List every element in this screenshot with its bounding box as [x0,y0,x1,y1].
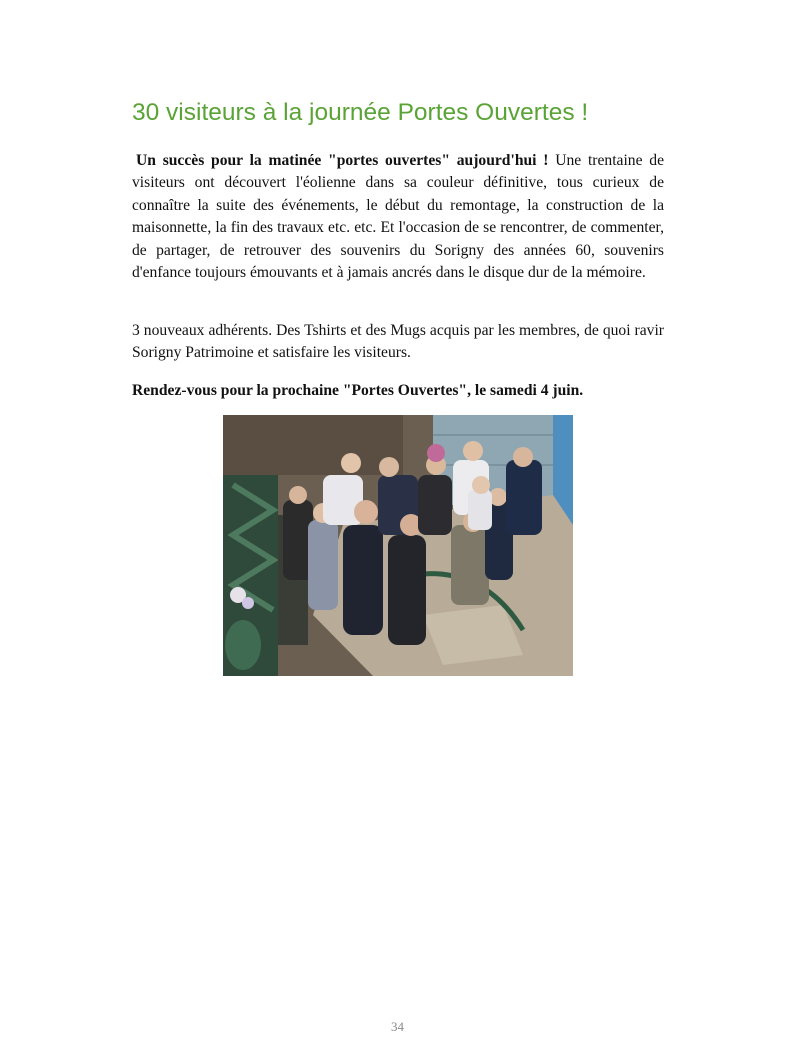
paragraph-next-event: Rendez-vous pour la prochaine "Portes Ouvertes", le samedi 4 juin. [132,382,584,399]
group-photo [223,415,573,676]
paragraph-intro [132,150,664,284]
paragraph-members: 3 nouveaux adhérents. Des Tshirts et des Mugs acquis par les membres, de quoi ravir Sorigny Patrimoine et satisfaire les visiteurs. [132,322,664,362]
page-number: 34 [391,1019,404,1034]
page-title: 30 visiteurs à la journée Portes Ouvertes ! [132,99,589,126]
group-photo-image [223,415,573,676]
paragraph-intro-body: Une trentaine de visiteurs ont découvert l'éolienne dans sa couleur définitive, tous curieux de connaître la suite des événements, le début du remontage, la construction de la maisonnette, la fin des travaux etc. etc. Et l'occasion de se rencontrer, de commenter, de partager, de retrouver des souvenirs du Sorigny des années 60, souvenirs d'enfance toujours émouvants et à jamais ancrés dans le disque dur de la mémoire. [132,152,664,282]
paragraph-intro-lead: Un succès pour la matinée "portes ouvertes" aujourd'hui ! [136,152,549,169]
